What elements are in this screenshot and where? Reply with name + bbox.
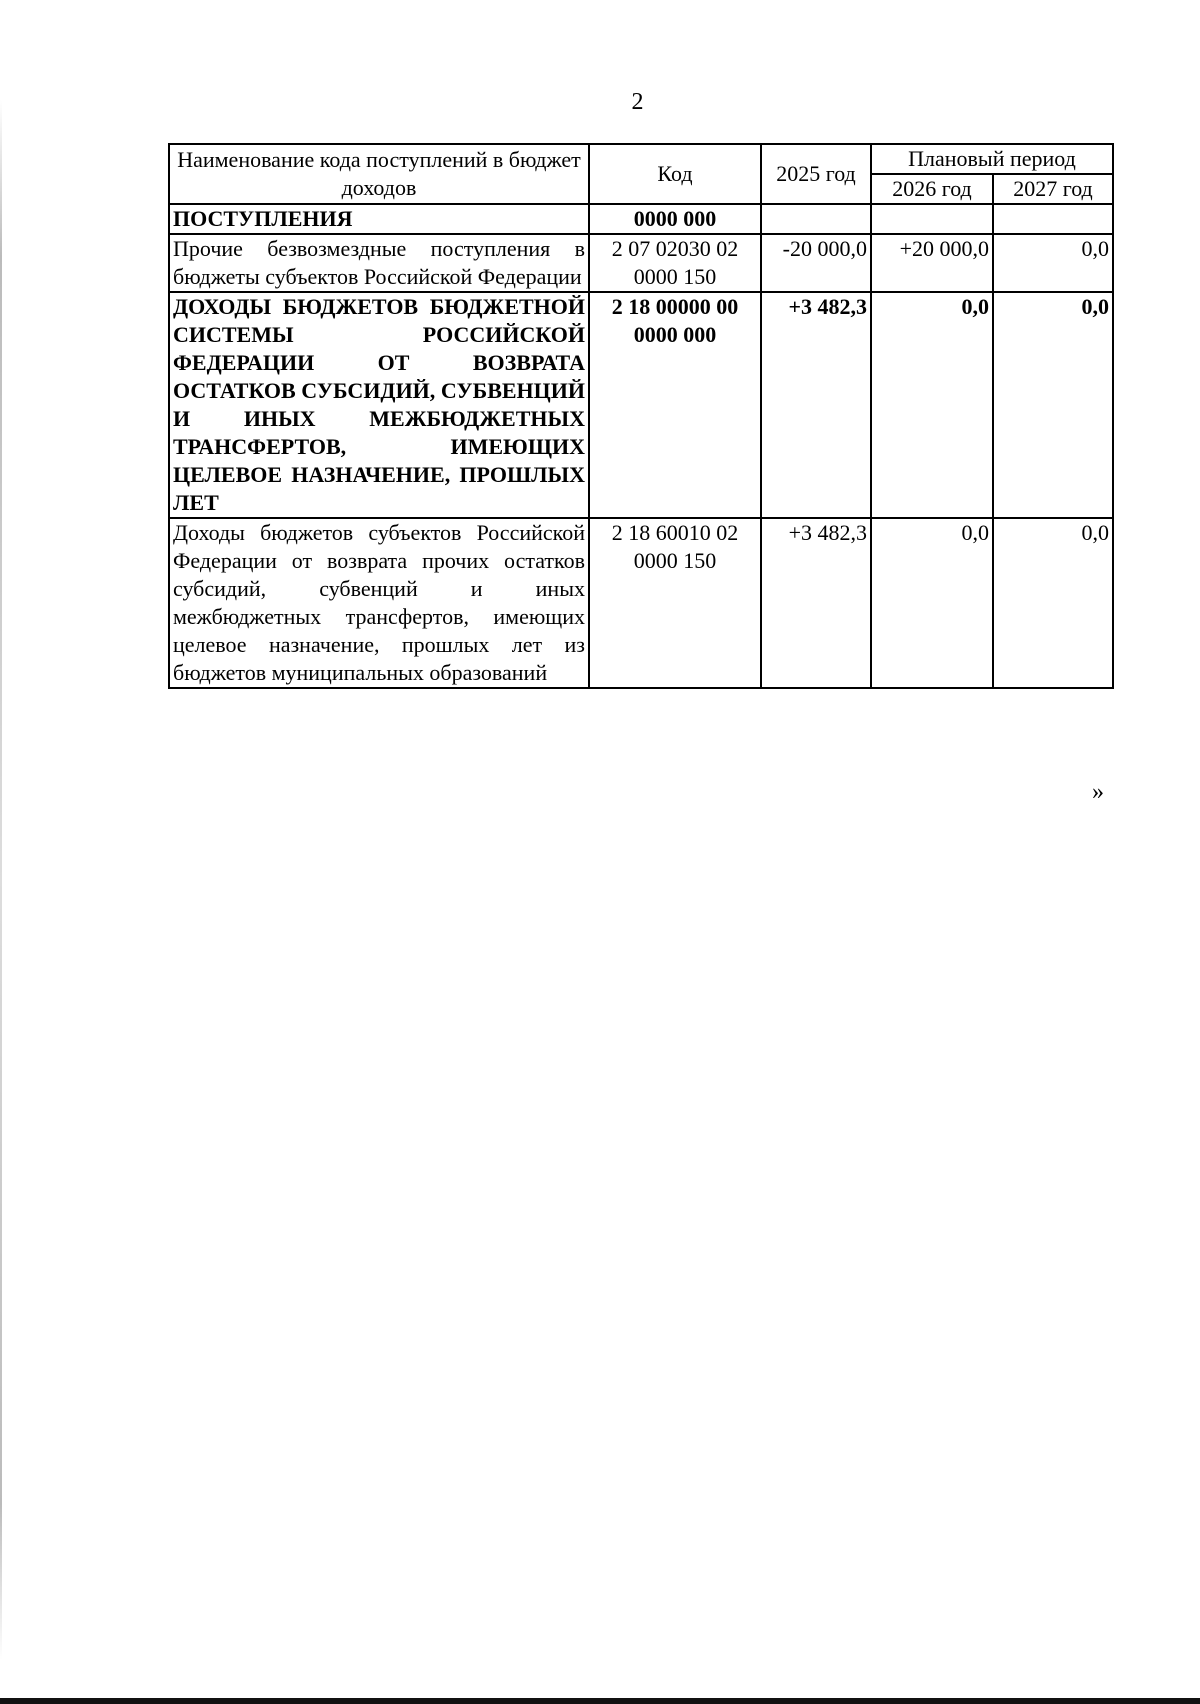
row-value-2026: 0,0	[871, 292, 993, 518]
header-year-2025: 2025 год	[761, 144, 871, 204]
header-year-2026: 2026 год	[871, 174, 993, 204]
row-value-2026: 0,0	[871, 518, 993, 688]
header-year-2027: 2027 год	[993, 174, 1113, 204]
row-value-2027: 0,0	[993, 518, 1113, 688]
table-row	[169, 292, 1113, 518]
row-code: 2 07 02030 02 0000 150	[589, 234, 761, 292]
row-value-2027	[993, 204, 1113, 234]
row-value-2025	[761, 204, 871, 234]
page-number: 2	[631, 89, 644, 115]
table-row	[169, 234, 1113, 292]
row-value-2026	[871, 204, 993, 234]
table-row	[169, 518, 1113, 688]
row-name: Доходы бюджетов субъектов Российской Федерации от возврата прочих остатков субсидий, субвенций и иных межбюджетных трансфертов, имеющих целевое назначение, прошлых лет из бюджетов муниципальных образований	[169, 518, 589, 688]
budget-amendment-table	[168, 143, 1114, 689]
table-row	[169, 204, 1113, 234]
row-name: Прочие безвозмездные поступления в бюджеты субъектов Российской Федерации	[169, 234, 589, 292]
row-name: ПОСТУПЛЕНИЯ	[169, 204, 589, 234]
row-value-2027: 0,0	[993, 292, 1113, 518]
row-code: 2 18 60010 02 0000 150	[589, 518, 761, 688]
scan-edge-bottom	[0, 1698, 1200, 1704]
header-name: Наименование кода поступлений в бюджет доходов	[169, 144, 589, 204]
row-code: 2 18 00000 00 0000 000	[589, 292, 761, 518]
closing-quote-mark: »	[1092, 779, 1104, 805]
row-value-2025: +3 482,3	[761, 292, 871, 518]
table-header-row	[169, 144, 1113, 174]
header-code: Код	[589, 144, 761, 204]
row-name: ДОХОДЫ БЮДЖЕТОВ БЮДЖЕТНОЙ СИСТЕМЫ РОССИЙСКОЙ ФЕДЕРАЦИИ ОТ ВОЗВРАТА ОСТАТКОВ СУБСИДИЙ, СУБВЕНЦИЙ И ИНЫХ МЕЖБЮДЖЕТНЫХ ТРАНСФЕРТОВ, ИМЕЮЩИХ ЦЕЛЕВОЕ НАЗНАЧЕНИЕ, ПРОШЛЫХ ЛЕТ	[169, 292, 589, 518]
scan-edge-left	[0, 100, 2, 1660]
row-value-2025: +3 482,3	[761, 518, 871, 688]
row-value-2027: 0,0	[993, 234, 1113, 292]
header-planned-period: Плановый период	[871, 144, 1113, 174]
row-code: 0000 000	[589, 204, 761, 234]
row-value-2026: +20 000,0	[871, 234, 993, 292]
row-value-2025: -20 000,0	[761, 234, 871, 292]
